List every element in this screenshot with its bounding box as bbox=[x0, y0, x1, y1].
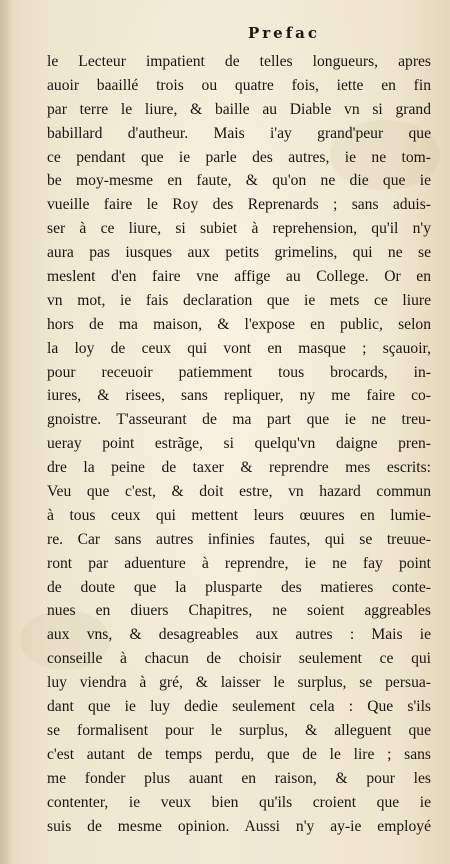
text-line: ce pendant que ie parle des autres, ie ne tom- bbox=[47, 148, 431, 166]
text-line: contenter, ie veux bien qu'ils croient que ie bbox=[47, 793, 431, 811]
text-line: ueray point estrãge, si quelqu'vn daigne pren- bbox=[47, 435, 431, 453]
text-line: hors de ma maison, & l'expose en public, selon bbox=[47, 315, 431, 333]
text-line: dant que ie luy dedie seulement cela : Que s'ils bbox=[47, 698, 431, 716]
text-line: c'est autant de temps perdu, que de le lire ; sans bbox=[47, 745, 431, 763]
text-line: luy viendra à gré, & laisser le surplus, se persua- bbox=[47, 674, 431, 692]
text-line: vueille faire le Roy des Reprenards ; sans aduis- bbox=[47, 196, 431, 214]
running-head-text: Prefac bbox=[247, 24, 321, 42]
text-line: me fonder plus auant en raison, & pour les bbox=[47, 769, 431, 787]
text-line: le Lecteur impatient de telles longueurs, apres bbox=[47, 53, 431, 70]
text-line: de doute que la plusparte des matieres conte- bbox=[47, 578, 431, 596]
text-line: re. Car sans autres infinies fautes, qui se treuue- bbox=[47, 530, 431, 548]
text-line: la loy de ceux qui vont en masque ; sçauoir, bbox=[47, 339, 431, 357]
text-line: gnoistre. T'asseurant de ma part que ie ne treu- bbox=[47, 411, 431, 429]
text-line: babillard d'autheur. Mais i'ay grand'peur que bbox=[47, 124, 431, 142]
gutter-shadow bbox=[0, 0, 14, 864]
text-line: ser à ce liure, si subiet à reprehension, qu'il n'y bbox=[47, 220, 431, 238]
text-line: Veu que c'est, & doit estre, vn hazard commun bbox=[47, 483, 431, 501]
text-line: ront par aduenture à reprendre, ie ne fay point bbox=[47, 554, 431, 572]
text-line: be moy-mesme en faute, & qu'on ne die que ie bbox=[47, 172, 431, 190]
text-line: nues en diuers Chapitres, ne soient aggreables bbox=[47, 602, 431, 620]
text-line: iures, & risees, sans repliquer, ny me faire co- bbox=[47, 387, 431, 405]
text-line: auoir baaillé trois ou quatre fois, iette en fin bbox=[47, 76, 431, 94]
text-line: dre la peine de taxer & reprendre mes escrits: bbox=[47, 459, 431, 477]
text-line: meslent d'en faire vne affige au College. Or en bbox=[47, 268, 431, 286]
text-line: vn mot, ie fais declaration que ie mets ce liure bbox=[47, 291, 431, 309]
text-line: aura pas iusques aux petits grimelins, qui ne se bbox=[47, 244, 431, 262]
running-head bbox=[0, 24, 450, 42]
text-line: par terre le liure, & baille au Diable vn si grand bbox=[47, 100, 431, 118]
text-line: se formalisent pour le surplus, & alleguent que bbox=[47, 721, 431, 739]
text-line: à tous ceux qui mettent leurs œuures en lumie- bbox=[47, 506, 431, 524]
text-line: pour receuoir patiemment tous brocards, in- bbox=[47, 363, 431, 381]
body-text bbox=[47, 50, 431, 838]
text-line: conseille à chacun de choisir seulement ce qui bbox=[47, 650, 431, 668]
text-line: aux vns, & desagreables aux autres : Mais ie bbox=[47, 626, 431, 644]
text-line: suis de mesme opinion. Aussi n'y ay-ie employé bbox=[47, 817, 431, 835]
